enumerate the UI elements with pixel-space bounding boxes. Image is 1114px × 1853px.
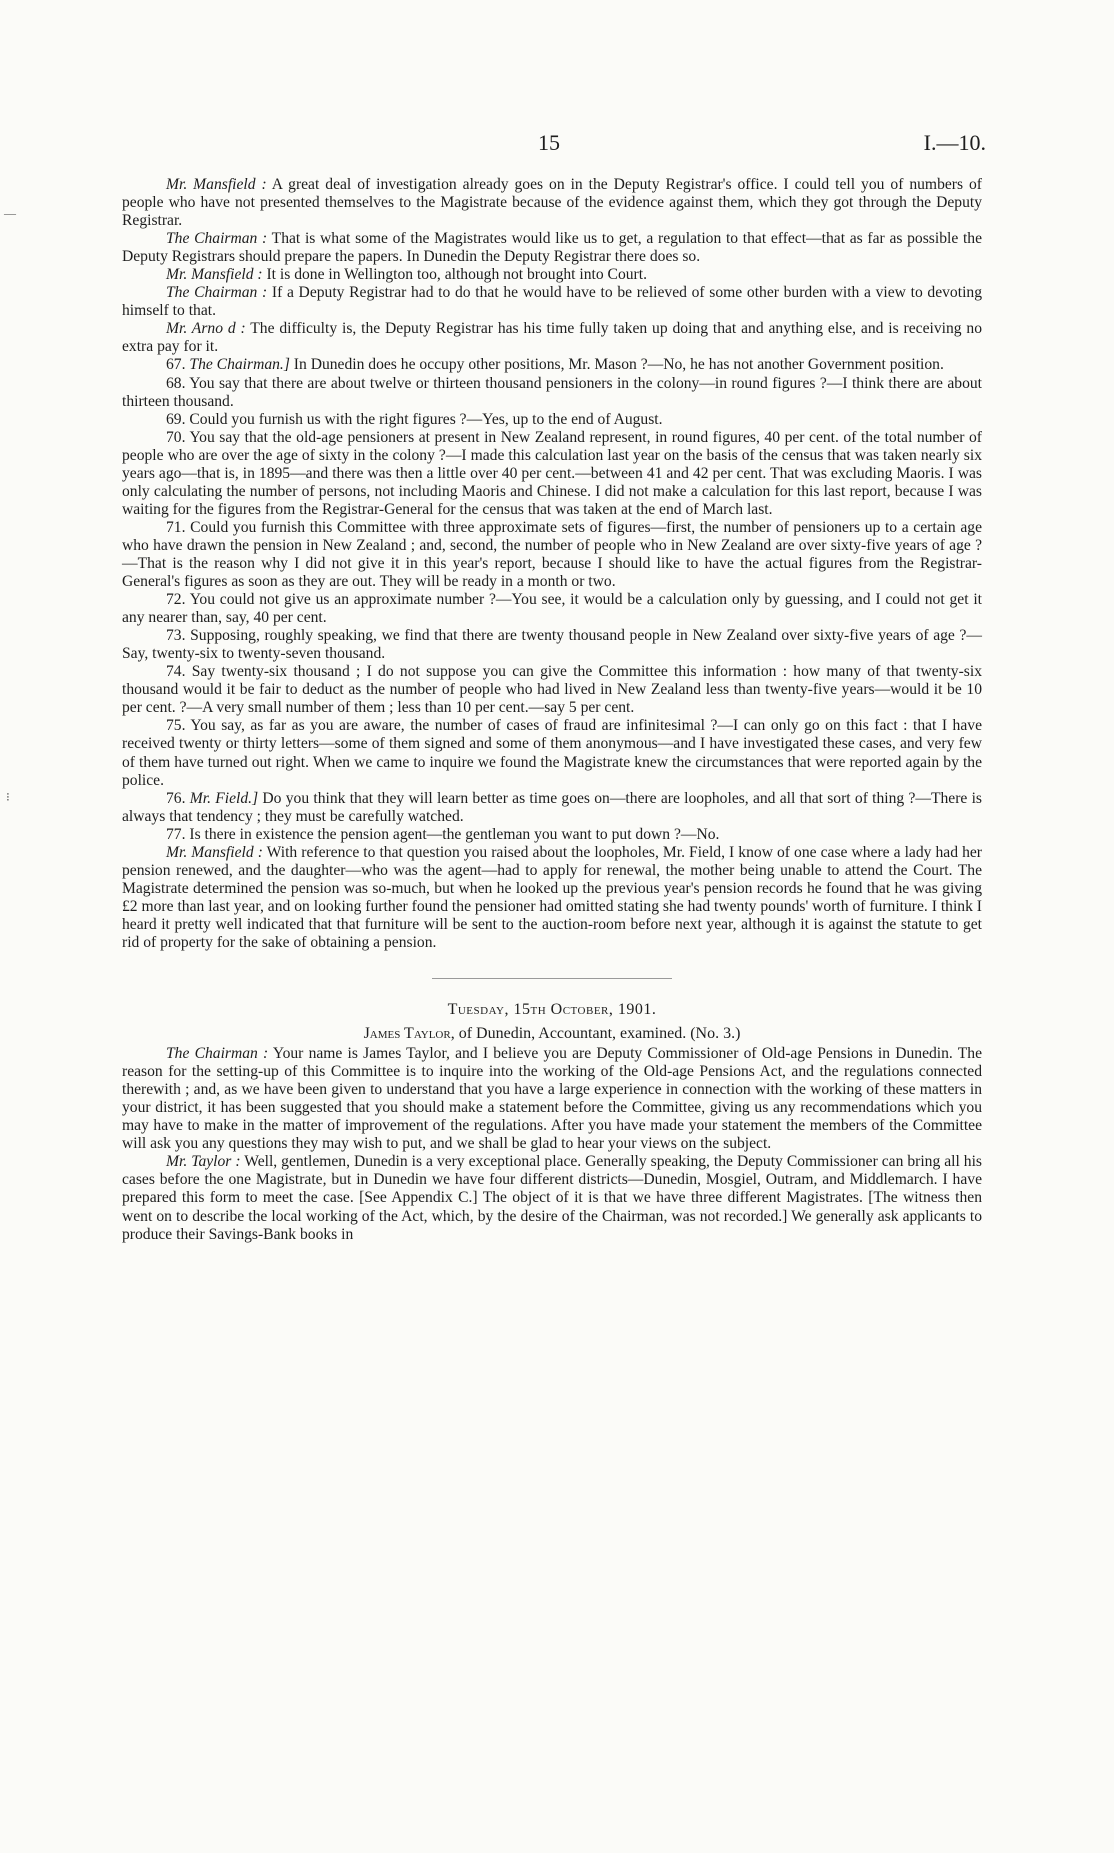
paragraph: [122, 375, 982, 411]
session-date: Tuesday, 15th October, 1901.: [447, 1001, 657, 1019]
margin-mark: —: [4, 206, 16, 220]
paragraph-text: 68. You say that there are about twelve or thirteen thousand pensioners in the colony—in round figures ?—I think there are about thirteen thousand.: [122, 374, 982, 410]
paragraph: [122, 826, 982, 844]
paragraph: [122, 230, 982, 266]
paragraph: [122, 663, 982, 717]
paragraph-text: 70. You say that the old-age pensioners at present in New Zealand represent, in round figures, 40 per cent. of the total number of people who are over the age of sixty in the colony ?—I made this calculation last year on the basis of the census that was taken nearly six years ago—that is, in 1895—and there was then a little over 40 per cent.—between 41 and 42 per cent. That was excluding Maoris. I was only calculating the number of persons, not including Maoris and Chinese. I did not make a calculation for this last report, because I was waiting for the figures from the Registrar-General for the census that was taken at the end of March last.: [122, 428, 982, 518]
page-header: [0, 130, 1114, 160]
section-divider: [432, 978, 672, 979]
paragraph-text: It is done in Wellington too, although not brought into Court.: [262, 266, 647, 284]
paragraph: [122, 176, 982, 230]
margin-mark: ⁝: [6, 790, 10, 804]
paragraph: [122, 1153, 982, 1243]
paragraph-text: 72. You could not give us an approximate number ?—You see, it would be a calculation only by guessing, and I could not get it any nearer than, say, 40 per cent.: [122, 591, 982, 627]
paragraph: [122, 1045, 982, 1153]
witness-details: , of Dunedin, Accountant, examined. (No. 3.): [450, 1025, 741, 1043]
speaker-name: The Chairman.]: [189, 356, 290, 374]
paragraph: [122, 519, 982, 591]
speaker-name: Mr. Field.]: [189, 789, 259, 807]
paragraph-text: Your name is James Taylor, and I believe you are Deputy Commissioner of Old-age Pensions in Dunedin. The reason for the setting-up of this Committee is to inquire into the working of the Old-age Pensions Act, and the regulations connected therewith ; and, as we have been given to understand that you have a large experience in connection with the working of these matters in your district, it has been suggested that you should make a statement before the Committee, giving us any recommendations which you may have to make in the matter of improvement of the regulations. After you have made your statement the members of the Committee will ask you any questions they may wish to put, and we shall be glad to hear your views on the subject.: [122, 1045, 982, 1153]
paragraph: [122, 320, 982, 356]
witness-name: James Taylor: [363, 1025, 451, 1043]
paragraph: [122, 356, 982, 374]
speaker-name: Mr. Arno d :: [166, 320, 246, 338]
question-number: 76.: [166, 789, 190, 807]
document-body: [122, 176, 982, 1244]
speaker-name: Mr. Mansfield :: [166, 266, 263, 284]
paragraph: [122, 429, 982, 519]
speaker-name: Mr. Taylor :: [166, 1153, 241, 1171]
document-reference: I.—10.: [923, 130, 986, 155]
paragraph-text: 73. Supposing, roughly speaking, we find that there are twenty thousand people in New Zealand over sixty-five years of age ?—Say, twenty-six to twenty-seven thousand.: [122, 627, 982, 663]
paragraph-text: If a Deputy Registrar had to do that he would have to be relieved of some other burden with a view to devoting himself to that.: [122, 284, 982, 320]
paragraph: [122, 411, 982, 429]
paragraph-text: With reference to that question you raised about the loopholes, Mr. Field, I know of one case where a lady had her pension renewed, and the daughter—who was the agent—had to apply for renewal, the mother being unable to attend the Court. The Magistrate determined the pension was so-much, but when he looked up the previous year's pension records he found that he was giving £2 more than last year, and on looking further found the pensioner had omitted stating she had twenty pounds' worth of furniture. I think I heard it pretty well indicated that that furniture will be sent to the auction-room before next year, although it is against the statute to get rid of property for the sake of obtaining a pension.: [122, 843, 982, 951]
speaker-name: The Chairman :: [166, 284, 268, 302]
paragraph-text: Well, gentlemen, Dunedin is a very exceptional place. Generally speaking, the Deputy Commissioner can bring all his cases before the one Magistrate, but in Dunedin we have four different districts—Dunedin, Mosgiel, Outram, and Middlemarch. I have prepared this form to meet the case. [See Appendix C.] The object of it is that we have three different Magistrates. [The witness then went on to describe the local working of the Act, which, by the desire of the Chairman, was not recorded.] We generally ask applicants to produce their Savings-Bank books in: [122, 1153, 983, 1243]
witness-heading: [122, 1025, 982, 1043]
speaker-name: The Chairman :: [166, 1045, 269, 1063]
testimony-block: [122, 176, 982, 952]
paragraph-text: 74. Say twenty-six thousand ; I do not suppose you can give the Committee this information : how many of that twenty-six thousand would it be fair to deduct as the number of people who had lived in New Zealand less than twenty-five years—would it be 10 per cent. ?—A very small number of them ; less than 10 per cent.—say 5 per cent.: [122, 663, 982, 717]
question-number: 67.: [166, 356, 190, 374]
paragraph-text: 75. You say, as far as you are aware, the number of cases of fraud are infinitesimal ?—I can only go on this fact : that I have received twenty or thirty letters—some of them signed and some of them anonymous—and I have investigated these cases, and very few of them have turned out right. When we came to inquire we found the Magistrate knew the circumstances that were reported again by the police.: [122, 717, 982, 789]
speaker-name: Mr. Mansfield :: [166, 843, 263, 861]
paragraph: [122, 591, 982, 627]
paragraph-text: 71. Could you furnish this Committee with three approximate sets of figures—first, the number of pensioners up to a certain age who have drawn the pension in New Zealand ; and, second, the number of people who in New Zealand are over sixty-five years of age ?—That is the reason why I did not give it in this year's report, because I should like to have the actual figures from the Registrar-General's figures as soon as they are out. They will be ready in a month or two.: [122, 518, 982, 591]
paragraph: [122, 627, 982, 663]
paragraph-text: The difficulty is, the Deputy Registrar has his time fully taken up doing that and anything else, and is receiving no extra pay for it.: [122, 320, 982, 356]
paragraph: [122, 717, 982, 789]
paragraph-text: In Dunedin does he occupy other positions, Mr. Mason ?—No, he has not another Government position.: [289, 356, 944, 374]
paragraph: [122, 844, 982, 952]
paragraph-text: A great deal of investigation already goes on in the Deputy Registrar's office. I could tell you of numbers of people who have not presented themselves to the Magistrate because of the evidence against them, which they got through the Deputy Registrar.: [122, 176, 982, 230]
speaker-name: The Chairman :: [166, 230, 268, 248]
page-number: 15: [538, 130, 560, 155]
testimony-block: [122, 1045, 982, 1244]
speaker-name: Mr. Mansfield :: [166, 176, 267, 193]
paragraph-text: 69. Could you furnish us with the right figures ?—Yes, up to the end of August.: [166, 410, 663, 428]
paragraph: [122, 790, 982, 826]
paragraph-text: That is what some of the Magistrates would like us to get, a regulation to that effect—that as far as possible the Deputy Registrars should prepare the papers. In Dunedin the Deputy Registrar there does so.: [122, 230, 982, 266]
paragraph-text: Do you think that they will learn better as time goes on—there are loopholes, and all that sort of thing ?—There is always that tendency ; they must be carefully watched.: [122, 789, 983, 825]
paragraph: [122, 284, 982, 320]
paragraph-text: 77. Is there in existence the pension agent—the gentleman you want to put down ?—No.: [166, 825, 720, 843]
paragraph: [122, 266, 982, 284]
